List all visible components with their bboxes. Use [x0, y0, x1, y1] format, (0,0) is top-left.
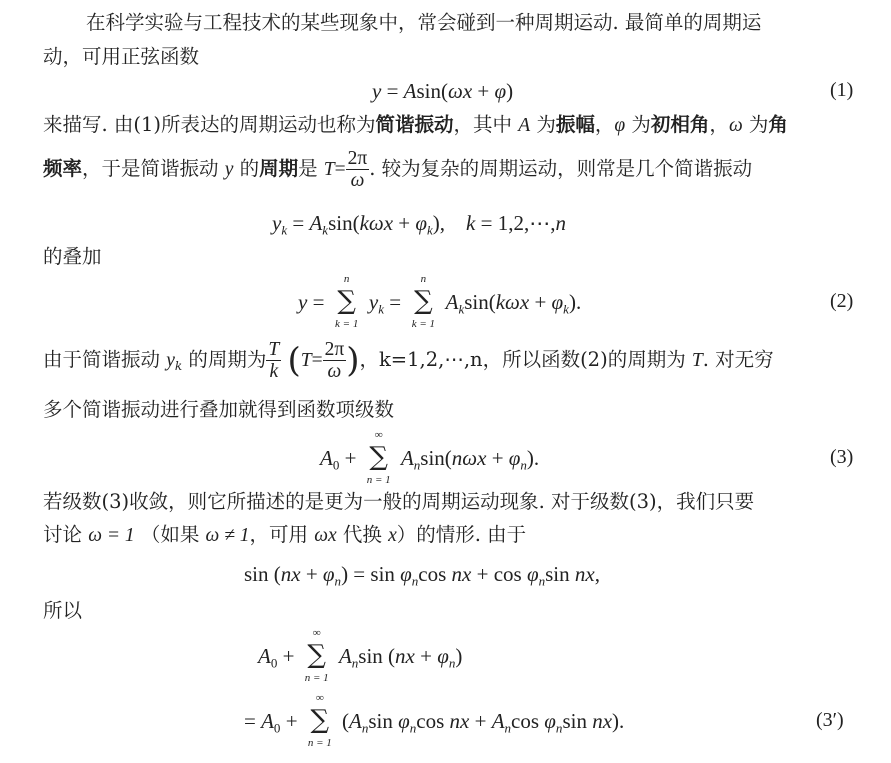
equation-number-3: (3): [830, 446, 854, 468]
paragraph-line-3: 来描写. 由(1)所表达的周期运动也称为简谐振动，其中 A 为振幅，φ 为初相角，ω 为角: [43, 113, 788, 136]
equation-3prime-line-2: = $A_0$ + ∞ ∑ n = 1 ($A_n\sin$ $\varphi_n\cos$ nx + $A_n\cos$ $\varphi_n\sin$ nx).: [244, 692, 625, 749]
paragraph-line-8: 若级数(3)收敛，则它所描述的是更为一般的周期运动现象. 对于级数(3)，我们只要: [43, 490, 755, 513]
paragraph-line-1: 在科学实验与工程技术的某些现象中，常会碰到一种周期运动. 最简单的周期运: [86, 11, 762, 34]
summation-symbol: ∞ ∑ n = 1: [304, 627, 329, 684]
summation-symbol: ∞ ∑ n = 1: [307, 692, 332, 749]
equation-2: y = n ∑ k = 1 $y_k$ = n ∑ k = 1 $A_k\sin(k\omega x + \varphi_k)$.: [298, 273, 582, 330]
equation-3: $A_0$ + ∞ ∑ n = 1 $A_n\sin(n\omega x + \varphi_n)$.: [320, 429, 540, 486]
paragraph-line-5: 的叠加: [43, 245, 102, 268]
fraction-two-pi-over-omega: $\frac{2\pi}{\omega}$: [347, 148, 368, 191]
equation-number-3prime: (3′): [816, 709, 844, 731]
equation-3prime-line-1: $A_0$ + ∞ ∑ n = 1 $A_n\sin$ $(nx + \varphi_n)$: [258, 627, 463, 684]
fraction-two-pi-over-omega: $\frac{2\pi}{\omega}$: [324, 339, 345, 382]
paragraph-line-7: 多个简谐振动进行叠加就得到函数项级数: [43, 398, 395, 421]
paragraph-line-6: 由于简谐振动 $y_k$ 的周期为 $\frac{T}{k}$ (T= $\frac{2\pi}{\omega}$ )，k=1,2,⋯,n，所以函数(2)的周期为 T. 对无穷: [43, 339, 774, 382]
paragraph-line-9: 讨论 ω = 1 （如果 ω ≠ 1，可用 ωx 代换 x）的情形. 由于: [43, 523, 527, 546]
equation-number-2: (2): [830, 290, 854, 312]
paragraph-line-4: 频率，于是简谐振动 y 的周期是 T= $\frac{2\pi}{\omega}$ . 较为复杂的周期运动，则常是几个简谐振动: [43, 148, 753, 191]
paragraph-line-2: 动，可用正弦函数: [43, 45, 200, 68]
equation-yk: $y_k = A_k\sin(k\omega x + \varphi_k)$, k = 1,2,⋯,n: [272, 211, 566, 238]
equation-text-sources: [0, 0, 1, 1]
paragraph-line-10: 所以: [43, 599, 83, 622]
summation-symbol: ∞ ∑ n = 1: [366, 429, 391, 486]
equation-sin-identity: $\sin (nx + \varphi_n) = \sin \varphi_n\cos$ nx + $\cos \varphi_n\sin$ nx,: [244, 562, 600, 589]
fraction-T-over-k: $\frac{T}{k}$: [268, 339, 280, 382]
summation-symbol: n ∑ k = 1: [411, 273, 436, 330]
equation-1: y = Asin(ωx + φ): [372, 79, 514, 103]
summation-symbol: n ∑ k = 1: [335, 273, 359, 330]
equation-number-1: (1): [830, 79, 854, 101]
